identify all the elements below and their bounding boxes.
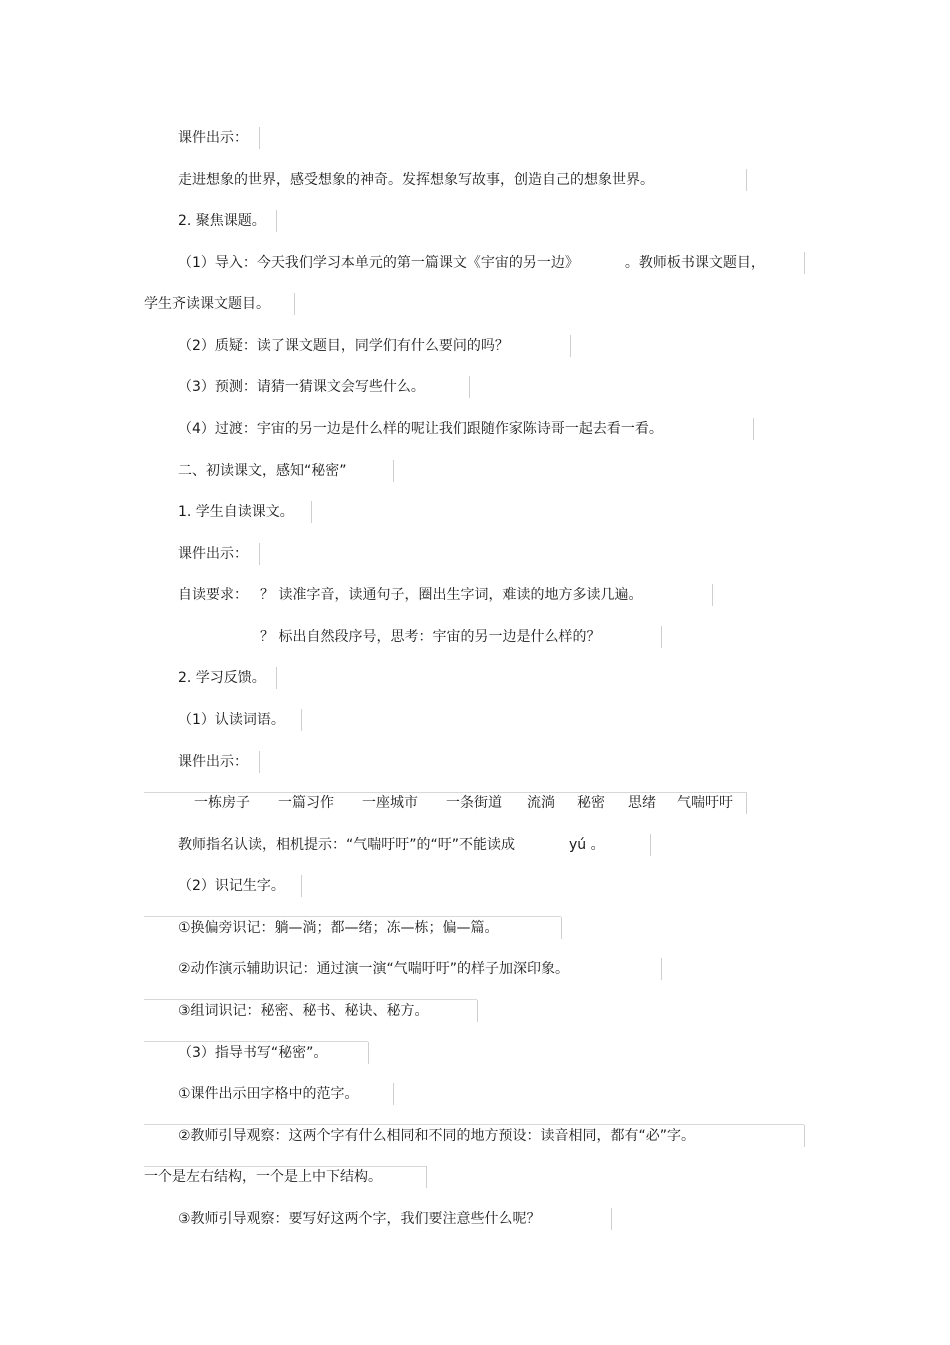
- text-line-3: 2. 聚焦课题。: [178, 213, 266, 229]
- vocab-word-4: 一条街道: [446, 795, 502, 811]
- text-line-4-part-1: （1）导入：今天我们学习本单元的第一篇课文《宇宙的另一边》: [178, 255, 579, 271]
- divider: [712, 584, 713, 606]
- vocab-word-5: 流淌: [527, 795, 555, 811]
- divider: [276, 210, 277, 232]
- vocab-word-2: 一篇习作: [278, 795, 334, 811]
- text-line-4-part-2: 。教师板书课文题目，: [624, 255, 765, 271]
- text-line-23: （3）指导书写“秘密”。: [178, 1045, 328, 1061]
- text-line-1: 课件出示：: [178, 130, 248, 146]
- text-line-12: [178, 585, 642, 605]
- divider: [368, 1042, 369, 1064]
- text-line-13: ？ 标出自然段序号，思考：宇宙的另一边是什么样的？: [260, 629, 601, 645]
- divider: [426, 1166, 427, 1188]
- divider: [301, 875, 302, 897]
- text-line-25: ②教师引导观察：这两个字有什么相同和不同的地方预设：读音相同，都有“必”字。: [178, 1128, 696, 1144]
- divider: [753, 418, 754, 440]
- text-line-20: ①换偏旁识记：躺—淌；都—绪；冻—栋；偏—篇。: [178, 920, 499, 936]
- text-line-26: 一个是左右结构，一个是上中下结构。: [144, 1169, 382, 1185]
- pinyin-yu: yú 。: [569, 837, 605, 853]
- table-rule: [144, 1124, 804, 1125]
- vocab-word-8: 气喘吁吁: [677, 795, 733, 811]
- divider: [650, 834, 651, 856]
- table-rule: [144, 916, 561, 917]
- text-line-18: [178, 835, 605, 855]
- vocab-word-6: 秘密: [577, 795, 605, 811]
- text-line-18-part-1: 教师指名认读，相机提示：“气喘吁吁”的“吁”不能读成: [178, 837, 516, 853]
- divider: [804, 1125, 805, 1147]
- divider: [661, 626, 662, 648]
- text-line-6: （2）质疑：读了课文题目，同学们有什么要问的吗？: [178, 338, 509, 354]
- text-line-4: [178, 253, 765, 273]
- divider: [259, 127, 260, 149]
- text-line-12-label: 自读要求：: [178, 587, 248, 603]
- text-line-9: 二、初读课文，感知“秘密”: [178, 463, 347, 479]
- divider: [393, 1083, 394, 1105]
- text-line-19: （2）识记生字。: [178, 878, 285, 894]
- text-line-15: （1）认读词语。: [178, 712, 285, 728]
- text-line-11: 课件出示：: [178, 546, 248, 562]
- divider: [469, 376, 470, 398]
- divider: [561, 917, 562, 939]
- table-rule: [144, 1166, 426, 1167]
- vocabulary-row: [194, 793, 733, 813]
- text-line-24: ①课件出示田字格中的范字。: [178, 1086, 359, 1102]
- text-line-14: 2. 学习反馈。: [178, 670, 266, 686]
- divider: [477, 1000, 478, 1022]
- table-rule: [144, 1041, 368, 1042]
- text-line-16: 课件出示：: [178, 754, 248, 770]
- text-line-10: 1. 学生自读课文。: [178, 504, 294, 520]
- divider: [746, 169, 747, 191]
- divider: [746, 792, 747, 814]
- divider: [611, 1208, 612, 1230]
- divider: [661, 958, 662, 980]
- text-line-2: 走进想象的世界，感受想象的神奇。发挥想象写故事，创造自己的想象世界。: [178, 172, 654, 188]
- text-line-5: 学生齐读课文题目。: [144, 296, 270, 312]
- text-line-7: （3）预测：请猜一猜课文会写些什么。: [178, 379, 425, 395]
- divider: [301, 709, 302, 731]
- divider: [311, 501, 312, 523]
- divider: [393, 460, 394, 482]
- text-line-8: （4）过渡：宇宙的另一边是什么样的呢让我们跟随作家陈诗哥一起去看一看。: [178, 421, 663, 437]
- divider: [804, 252, 805, 274]
- text-line-22: ③组词识记：秘密、秘书、秘诀、秘方。: [178, 1003, 429, 1019]
- vocab-word-3: 一座城市: [362, 795, 418, 811]
- divider: [570, 335, 571, 357]
- vocab-word-7: 思绪: [628, 795, 656, 811]
- divider: [294, 293, 295, 315]
- text-line-12-body: ？ 读准字音，读通句子，圈出生字词，难读的地方多读几遍。: [260, 587, 643, 603]
- vocab-word-1: 一栋房子: [194, 795, 250, 811]
- divider: [259, 543, 260, 565]
- divider: [259, 751, 260, 773]
- text-line-21: ②动作演示辅助识记：通过演一演“气喘吁吁”的样子加深印象。: [178, 961, 570, 977]
- divider: [276, 667, 277, 689]
- text-line-27: ③教师引导观察：要写好这两个字，我们要注意些什么呢？: [178, 1211, 541, 1227]
- table-rule: [144, 999, 477, 1000]
